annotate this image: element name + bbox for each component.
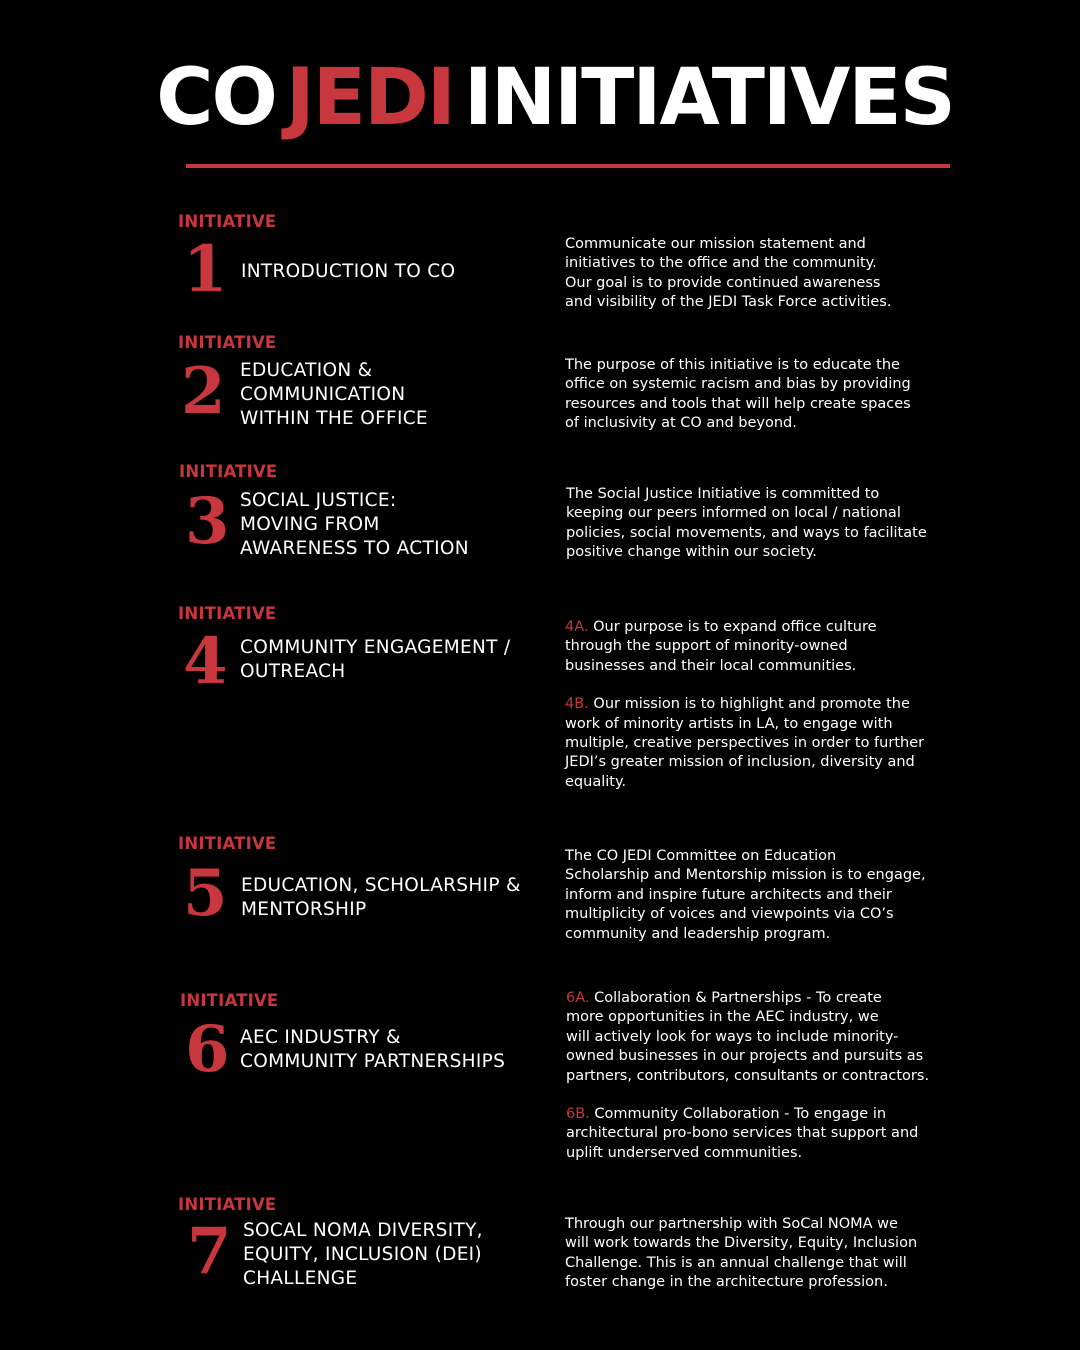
initiative-number: 2 [181, 354, 226, 429]
initiative-heading: AEC INDUSTRY & COMMUNITY PARTNERSHIPS [240, 1027, 506, 1072]
page-title [0, 52, 1080, 144]
title-divider [186, 164, 950, 168]
initiative-description: 6A. Collaboration & Partnerships - To create more opportunities in the AEC industry, we will actively look for ways to include minority- owned businesses in our projects and pursuits as partners, contributors, consultants or contractors. 6B. Community Collaboration - To engage in architectural pro-bono services that support and uplift underserved communities. [566, 989, 946, 1163]
initiative-label: INITIATIVE [178, 834, 277, 853]
initiative-number: 6 [185, 1012, 230, 1087]
initiative-number: 4 [183, 624, 228, 699]
paragraph-4b: 4B. Our mission is to highlight and promote the [565, 696, 910, 713]
title-part-jedi: JEDI [285, 53, 454, 143]
initiative-heading: INTRODUCTION TO CO [241, 261, 456, 282]
initiative-description: Through our partnership with SoCal NOMA we will work towards the Diversity, Equity, Inclusion Challenge. This is an annual challenge that will foster change in the architecture profession. [565, 1216, 918, 1291]
initiative-number: 3 [185, 484, 230, 559]
initiative-number: 5 [183, 856, 228, 931]
initiative-description: The CO JEDI Committee on Education Scholarship and Mentorship mission is to engage, inform and inspire future architects and their multiplicity of voices and viewpoints via CO’s community and leadership program. [565, 848, 926, 942]
paragraph-prefix: 6B. [566, 1106, 590, 1123]
initiative-label: INITIATIVE [178, 604, 277, 623]
initiative-heading: SOCAL NOMA DIVERSITY, EQUITY, INCLUSION (DEI) CHALLENGE [243, 1220, 483, 1289]
paragraph-prefix: 4B. [565, 696, 589, 713]
initiative-heading: EDUCATION & COMMUNICATION WITHIN THE OFFICE [240, 360, 428, 429]
paragraph-prefix: 6A. [566, 990, 590, 1006]
initiative-number: 7 [187, 1214, 232, 1289]
paragraph-6a: 6A. Collaboration & Partnerships - To create [566, 990, 882, 1006]
paragraph-prefix: 4A. [565, 619, 589, 635]
initiative-label: INITIATIVE [178, 212, 277, 231]
initiative-number: 1 [183, 232, 228, 307]
initiative-label: INITIATIVE [179, 462, 278, 481]
paragraph-6b: 6B. Community Collaboration - To engage in [566, 1106, 887, 1123]
initiative-label: INITIATIVE [178, 1195, 277, 1214]
title-part-co: CO [156, 53, 276, 143]
initiative-heading: COMMUNITY ENGAGEMENT / OUTREACH [240, 637, 511, 682]
initiative-heading: EDUCATION, SCHOLARSHIP & MENTORSHIP [241, 875, 521, 920]
initiative-description: The Social Justice Initiative is committed to keeping our peers informed on local / national policies, social movements, and ways to facilitate positive change within our society. [566, 486, 927, 561]
initiative-label: INITIATIVE [178, 333, 277, 352]
initiative-description: Communicate our mission statement and initiatives to the office and the community. Our goal is to provide continued awareness and visibility of the JEDI Task Force activities. [565, 236, 892, 311]
initiative-heading: SOCIAL JUSTICE: MOVING FROM AWARENESS TO ACTION [240, 490, 469, 559]
paragraph-4a: 4A. Our purpose is to expand office culture [565, 619, 877, 635]
title-part-initiatives: INITIATIVES [463, 53, 954, 143]
initiative-description: 4A. Our purpose is to expand office culture through the support of minority-owned businesses and their local communities. 4B. Our mission is to highlight and promote the work of minority artists in LA, to engage with multiple, creative perspectives in order to further JEDI’s greater mission of inclusion, diversity and equality. [565, 618, 945, 792]
initiative-label: INITIATIVE [180, 991, 279, 1010]
initiative-description: The purpose of this initiative is to educate the office on systemic racism and bias by providing resources and tools that will help create spaces of inclusivity at CO and beyond. [565, 357, 911, 432]
